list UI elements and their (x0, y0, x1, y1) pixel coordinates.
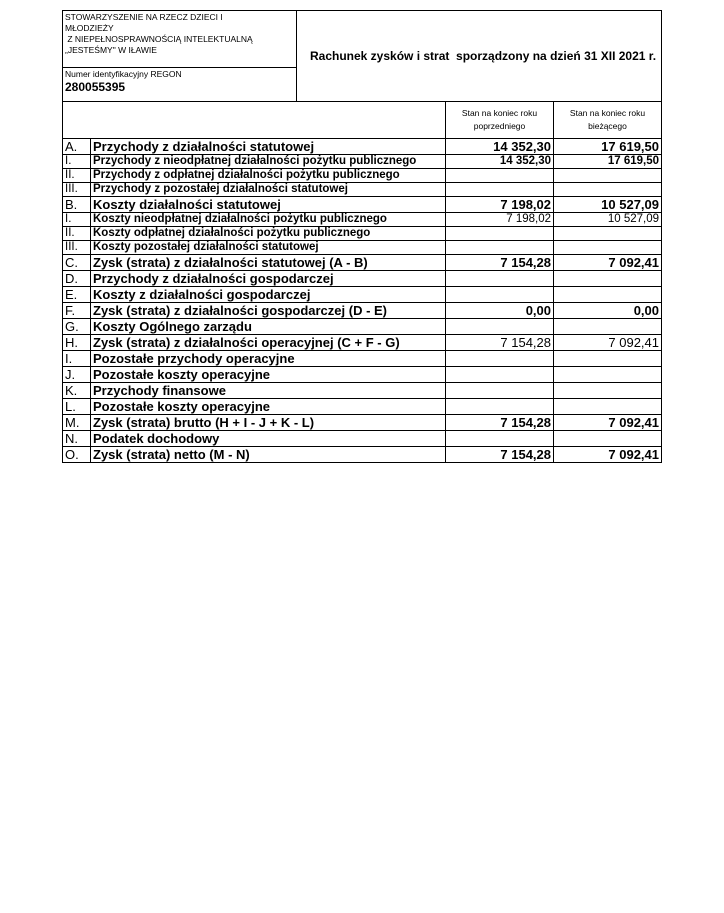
table-row (63, 415, 662, 431)
value-current (554, 319, 662, 335)
row-letter: III. (63, 183, 91, 197)
value-current (554, 351, 662, 367)
value-previous: 14 352,30 (446, 155, 554, 169)
row-label: Koszty pozostałej działalności statutowej (91, 241, 446, 255)
row-letter: J. (63, 367, 91, 383)
regon-label: Numer identyfikacyjny REGON (65, 69, 182, 79)
row-label: Pozostałe przychody operacyjne (91, 351, 446, 367)
org-line: Z NIEPEŁNOSPRAWNOŚCIĄ INTELEKTUALNĄ (65, 34, 253, 44)
row-letter: II. (63, 227, 91, 241)
value-current (554, 183, 662, 197)
value-current: 7 092,41 (554, 415, 662, 431)
table-row (63, 241, 662, 255)
value-current (554, 271, 662, 287)
row-letter: B. (63, 197, 91, 213)
table-row (63, 155, 662, 169)
row-letter: I. (63, 213, 91, 227)
value-previous (446, 319, 554, 335)
row-letter: A. (63, 139, 91, 155)
row-letter: III. (63, 241, 91, 255)
value-current (554, 227, 662, 241)
row-label: Przychody z działalności gospodarczej (91, 271, 446, 287)
row-label: Przychody z pozostałej działalności statutowej (91, 183, 446, 197)
org-line: STOWARZYSZENIE NA RZECZ DZIECI I (65, 12, 223, 22)
value-previous: 7 198,02 (446, 197, 554, 213)
row-letter: I. (63, 351, 91, 367)
organization-name (63, 11, 297, 68)
value-current (554, 399, 662, 415)
value-current: 17 619,50 (554, 139, 662, 155)
table-row (63, 399, 662, 415)
column-header-row (63, 102, 662, 139)
row-letter: N. (63, 431, 91, 447)
header-text: poprzedniego (473, 121, 526, 131)
row-label: Koszty działalności statutowej (91, 197, 446, 213)
value-current: 10 527,09 (554, 213, 662, 227)
value-previous: 7 154,28 (446, 255, 554, 271)
value-previous (446, 431, 554, 447)
row-label: Zysk (strata) z działalności gospodarczej (D - E) (91, 303, 446, 319)
value-current: 10 527,09 (554, 197, 662, 213)
row-label: Przychody z nieodpłatnej działalności pożytku publicznego (91, 155, 446, 169)
table-row (63, 255, 662, 271)
value-current (554, 431, 662, 447)
value-current (554, 241, 662, 255)
row-letter: I. (63, 155, 91, 169)
value-previous (446, 399, 554, 415)
table-row (63, 227, 662, 241)
column-header-previous (446, 102, 554, 139)
table-row (63, 197, 662, 213)
regon-cell (63, 68, 297, 102)
value-current (554, 169, 662, 183)
value-previous: 7 154,28 (446, 335, 554, 351)
column-header-current (554, 102, 662, 139)
table-row (63, 383, 662, 399)
income-statement-table (62, 101, 662, 463)
table-row (63, 351, 662, 367)
row-letter: H. (63, 335, 91, 351)
row-letter: E. (63, 287, 91, 303)
table-row (63, 335, 662, 351)
header-text: Stan na koniec roku (461, 108, 538, 118)
row-label: Koszty Ogólnego zarządu (91, 319, 446, 335)
row-label: Zysk (strata) brutto (H + I - J + K - L) (91, 415, 446, 431)
value-current (554, 287, 662, 303)
row-label: Zysk (strata) netto (M - N) (91, 447, 446, 463)
table-row (63, 213, 662, 227)
org-line: MŁODZIEŻY (65, 23, 114, 33)
row-label: Przychody z działalności statutowej (91, 139, 446, 155)
table-row (63, 139, 662, 155)
row-label: Zysk (strata) z działalności statutowej (A - B) (91, 255, 446, 271)
value-previous: 0,00 (446, 303, 554, 319)
value-previous (446, 351, 554, 367)
value-current (554, 383, 662, 399)
row-label: Koszty nieodpłatnej działalności pożytku publicznego (91, 213, 446, 227)
row-letter: C. (63, 255, 91, 271)
row-letter: M. (63, 415, 91, 431)
value-previous (446, 227, 554, 241)
row-letter: L. (63, 399, 91, 415)
header-text: bieżącego (588, 121, 627, 131)
value-previous: 14 352,30 (446, 139, 554, 155)
row-label: Koszty odpłatnej działalności pożytku publicznego (91, 227, 446, 241)
value-previous (446, 367, 554, 383)
table-row (63, 303, 662, 319)
value-current: 7 092,41 (554, 255, 662, 271)
row-label: Koszty z działalności gospodarczej (91, 287, 446, 303)
table-row (63, 447, 662, 463)
value-current: 7 092,41 (554, 447, 662, 463)
value-previous (446, 241, 554, 255)
row-label: Przychody z odpłatnej działalności pożytku publicznego (91, 169, 446, 183)
value-previous: 7 154,28 (446, 415, 554, 431)
table-row (63, 367, 662, 383)
value-previous: 7 154,28 (446, 447, 554, 463)
row-letter: D. (63, 271, 91, 287)
table-row (63, 271, 662, 287)
value-previous (446, 383, 554, 399)
table-row (63, 431, 662, 447)
table-row (63, 319, 662, 335)
value-previous (446, 169, 554, 183)
header-text: Stan na koniec roku (569, 108, 646, 118)
row-label: Pozostałe koszty operacyjne (91, 399, 446, 415)
row-label: Pozostałe koszty operacyjne (91, 367, 446, 383)
row-letter: G. (63, 319, 91, 335)
value-current: 17 619,50 (554, 155, 662, 169)
row-letter: II. (63, 169, 91, 183)
value-previous (446, 287, 554, 303)
report-header (62, 10, 662, 102)
row-label: Zysk (strata) z działalności operacyjnej (C + F - G) (91, 335, 446, 351)
value-previous (446, 183, 554, 197)
row-letter: K. (63, 383, 91, 399)
row-letter: O. (63, 447, 91, 463)
header-blank (63, 102, 446, 139)
value-current (554, 367, 662, 383)
regon-number: 280055395 (65, 80, 126, 94)
value-previous: 7 198,02 (446, 213, 554, 227)
row-label: Przychody finansowe (91, 383, 446, 399)
row-letter: F. (63, 303, 91, 319)
row-label: Podatek dochodowy (91, 431, 446, 447)
value-current: 0,00 (554, 303, 662, 319)
table-row (63, 287, 662, 303)
value-previous (446, 271, 554, 287)
table-row (63, 183, 662, 197)
report-title: Rachunek zysków i strat sporządzony na dzień 31 XII 2021 r. (310, 49, 657, 63)
table-row (63, 169, 662, 183)
value-current: 7 092,41 (554, 335, 662, 351)
org-line: „JESTEŚMY" W IŁAWIE (65, 45, 157, 55)
